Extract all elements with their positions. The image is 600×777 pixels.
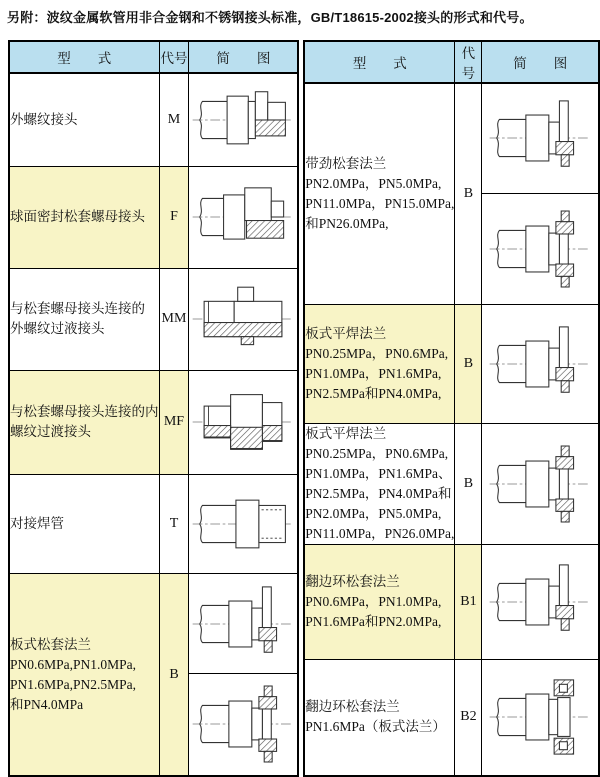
diagram-cell bbox=[189, 268, 298, 371]
diagram-flange-sym-icon bbox=[190, 683, 296, 765]
table-row bbox=[9, 574, 298, 674]
right-col-header-code: 代号 bbox=[455, 41, 482, 83]
type-cell bbox=[304, 304, 455, 423]
diagram-cell bbox=[189, 166, 298, 268]
type-line: 翻边环松套法兰 bbox=[305, 699, 400, 715]
type-line: PN2.0MPa，PN5.0MPa, bbox=[305, 505, 442, 521]
diagram-flange-up-icon bbox=[487, 97, 593, 179]
type-cell bbox=[304, 83, 455, 304]
code-cell: M bbox=[159, 73, 189, 166]
table-row bbox=[304, 544, 599, 659]
diagram-cell bbox=[482, 193, 599, 304]
table-row bbox=[9, 166, 298, 268]
connector-tables bbox=[8, 40, 600, 777]
diagram-cell bbox=[189, 574, 298, 674]
type-line: 球面密封松套螺母接头 bbox=[10, 209, 145, 225]
code-cell: B bbox=[455, 304, 482, 423]
type-line: PN1.6MPa,PN2.5MPa, bbox=[10, 676, 137, 692]
diagram-nipple-mf-icon bbox=[190, 381, 296, 463]
type-line: PN0.6MPa，PN1.0MPa, bbox=[305, 593, 442, 609]
diagram-flange-sym-icon bbox=[487, 443, 593, 525]
type-line: 翻边环松套法兰 bbox=[305, 573, 400, 589]
table-row bbox=[9, 474, 298, 574]
diagram-cell bbox=[189, 474, 298, 574]
diagram-flange-up-icon bbox=[487, 323, 593, 405]
type-cell bbox=[9, 166, 159, 268]
type-line: 和PN4.0MPa bbox=[10, 696, 84, 712]
code-cell: B bbox=[455, 423, 482, 544]
diagram-cell bbox=[482, 423, 599, 544]
page-title: 另附：波纹金属软管用非合金钢和不锈钢接头标准，GB/T18615-2002接头的形式和代号。 bbox=[7, 10, 533, 25]
type-line: 板式平焊法兰 bbox=[305, 425, 387, 441]
left-col-header-diagram: 简 图 bbox=[189, 41, 298, 73]
type-line: 板式平焊法兰 bbox=[305, 325, 387, 341]
type-line: 外螺纹接头 bbox=[10, 111, 78, 127]
type-line: PN1.6MPa和PN2.0MPa, bbox=[305, 613, 442, 629]
code-cell: B1 bbox=[455, 544, 482, 659]
type-line: 螺纹过渡接头 bbox=[10, 424, 91, 440]
type-cell bbox=[304, 423, 455, 544]
code-cell: B bbox=[159, 574, 189, 776]
type-line: 外螺纹过液接头 bbox=[10, 321, 105, 337]
type-cell bbox=[9, 268, 159, 371]
type-line: 板式松套法兰 bbox=[10, 636, 91, 652]
diagram-union-nut-icon bbox=[190, 176, 296, 258]
diagram-male-thread-icon bbox=[190, 79, 296, 161]
diagram-flange-up-icon bbox=[190, 583, 296, 665]
type-line: PN1.6MPa（板式法兰） bbox=[305, 719, 446, 735]
table-row bbox=[304, 83, 599, 193]
right-table bbox=[303, 40, 600, 777]
right-col-header-type: 型 式 bbox=[304, 41, 455, 83]
type-cell bbox=[9, 574, 159, 776]
type-line: 与松套螺母接头连接的内 bbox=[10, 404, 159, 420]
table-row bbox=[9, 268, 298, 371]
table-row bbox=[9, 73, 298, 166]
diagram-cell bbox=[189, 673, 298, 776]
code-cell: B bbox=[455, 83, 482, 304]
type-line: 对接焊管 bbox=[10, 516, 64, 531]
diagram-cell bbox=[482, 659, 599, 776]
type-line: PN0.25MPa，PN0.6MPa, bbox=[305, 345, 449, 361]
table-row bbox=[304, 423, 599, 544]
code-cell: F bbox=[159, 166, 189, 268]
diagram-cell bbox=[482, 83, 599, 193]
right-header-row bbox=[304, 41, 599, 83]
type-line: PN2.0MPa，PN5.0MPa, bbox=[305, 175, 442, 191]
diagram-flange-sym-icon bbox=[487, 208, 593, 290]
type-line: PN11.0MPa，PN15.0MPa, bbox=[305, 195, 455, 211]
diagram-butt-weld-icon bbox=[190, 483, 296, 565]
type-line: PN1.0MPa，PN1.6MPa, bbox=[305, 365, 442, 381]
left-table bbox=[8, 40, 299, 777]
code-cell: B2 bbox=[455, 659, 482, 776]
table-row bbox=[9, 371, 298, 475]
type-line: PN2.5MPa，PN4.0MPa和 bbox=[305, 485, 452, 501]
type-line: 和PN26.0MPa, bbox=[305, 215, 389, 231]
type-cell bbox=[9, 73, 159, 166]
type-line: 带劲松套法兰 bbox=[305, 155, 387, 171]
type-line: PN2.5MPa和PN4.0MPa, bbox=[305, 385, 442, 401]
code-cell: MM bbox=[159, 268, 189, 371]
code-cell: MF bbox=[159, 371, 189, 475]
right-col-header-diagram: 简 图 bbox=[482, 41, 599, 83]
code-cell: T bbox=[159, 474, 189, 574]
diagram-cell bbox=[482, 544, 599, 659]
diagram-cell bbox=[189, 371, 298, 475]
diagram-cell bbox=[189, 73, 298, 166]
diagram-flange-up-icon bbox=[487, 561, 593, 643]
type-line: PN0.25MPa，PN0.6MPa, bbox=[305, 445, 449, 461]
type-cell bbox=[304, 544, 455, 659]
type-line: PN0.6MPa,PN1.0MPa, bbox=[10, 656, 137, 672]
diagram-nipple-mm-icon bbox=[190, 278, 296, 360]
diagram-flange-rings-icon bbox=[487, 676, 593, 758]
type-cell bbox=[9, 474, 159, 574]
table-row bbox=[304, 304, 599, 423]
left-header-row bbox=[9, 41, 298, 73]
type-line: 与松套螺母接头连接的 bbox=[10, 301, 145, 317]
type-line: PN11.0MPa，PN26.0MPa, bbox=[305, 525, 455, 541]
left-col-header-type: 型 式 bbox=[9, 41, 159, 73]
diagram-cell bbox=[482, 304, 599, 423]
type-line: PN1.0MPa，PN1.6MPa、 bbox=[305, 465, 452, 481]
type-cell bbox=[304, 659, 455, 776]
table-row bbox=[304, 659, 599, 776]
left-col-header-code: 代号 bbox=[159, 41, 189, 73]
type-cell bbox=[9, 371, 159, 475]
